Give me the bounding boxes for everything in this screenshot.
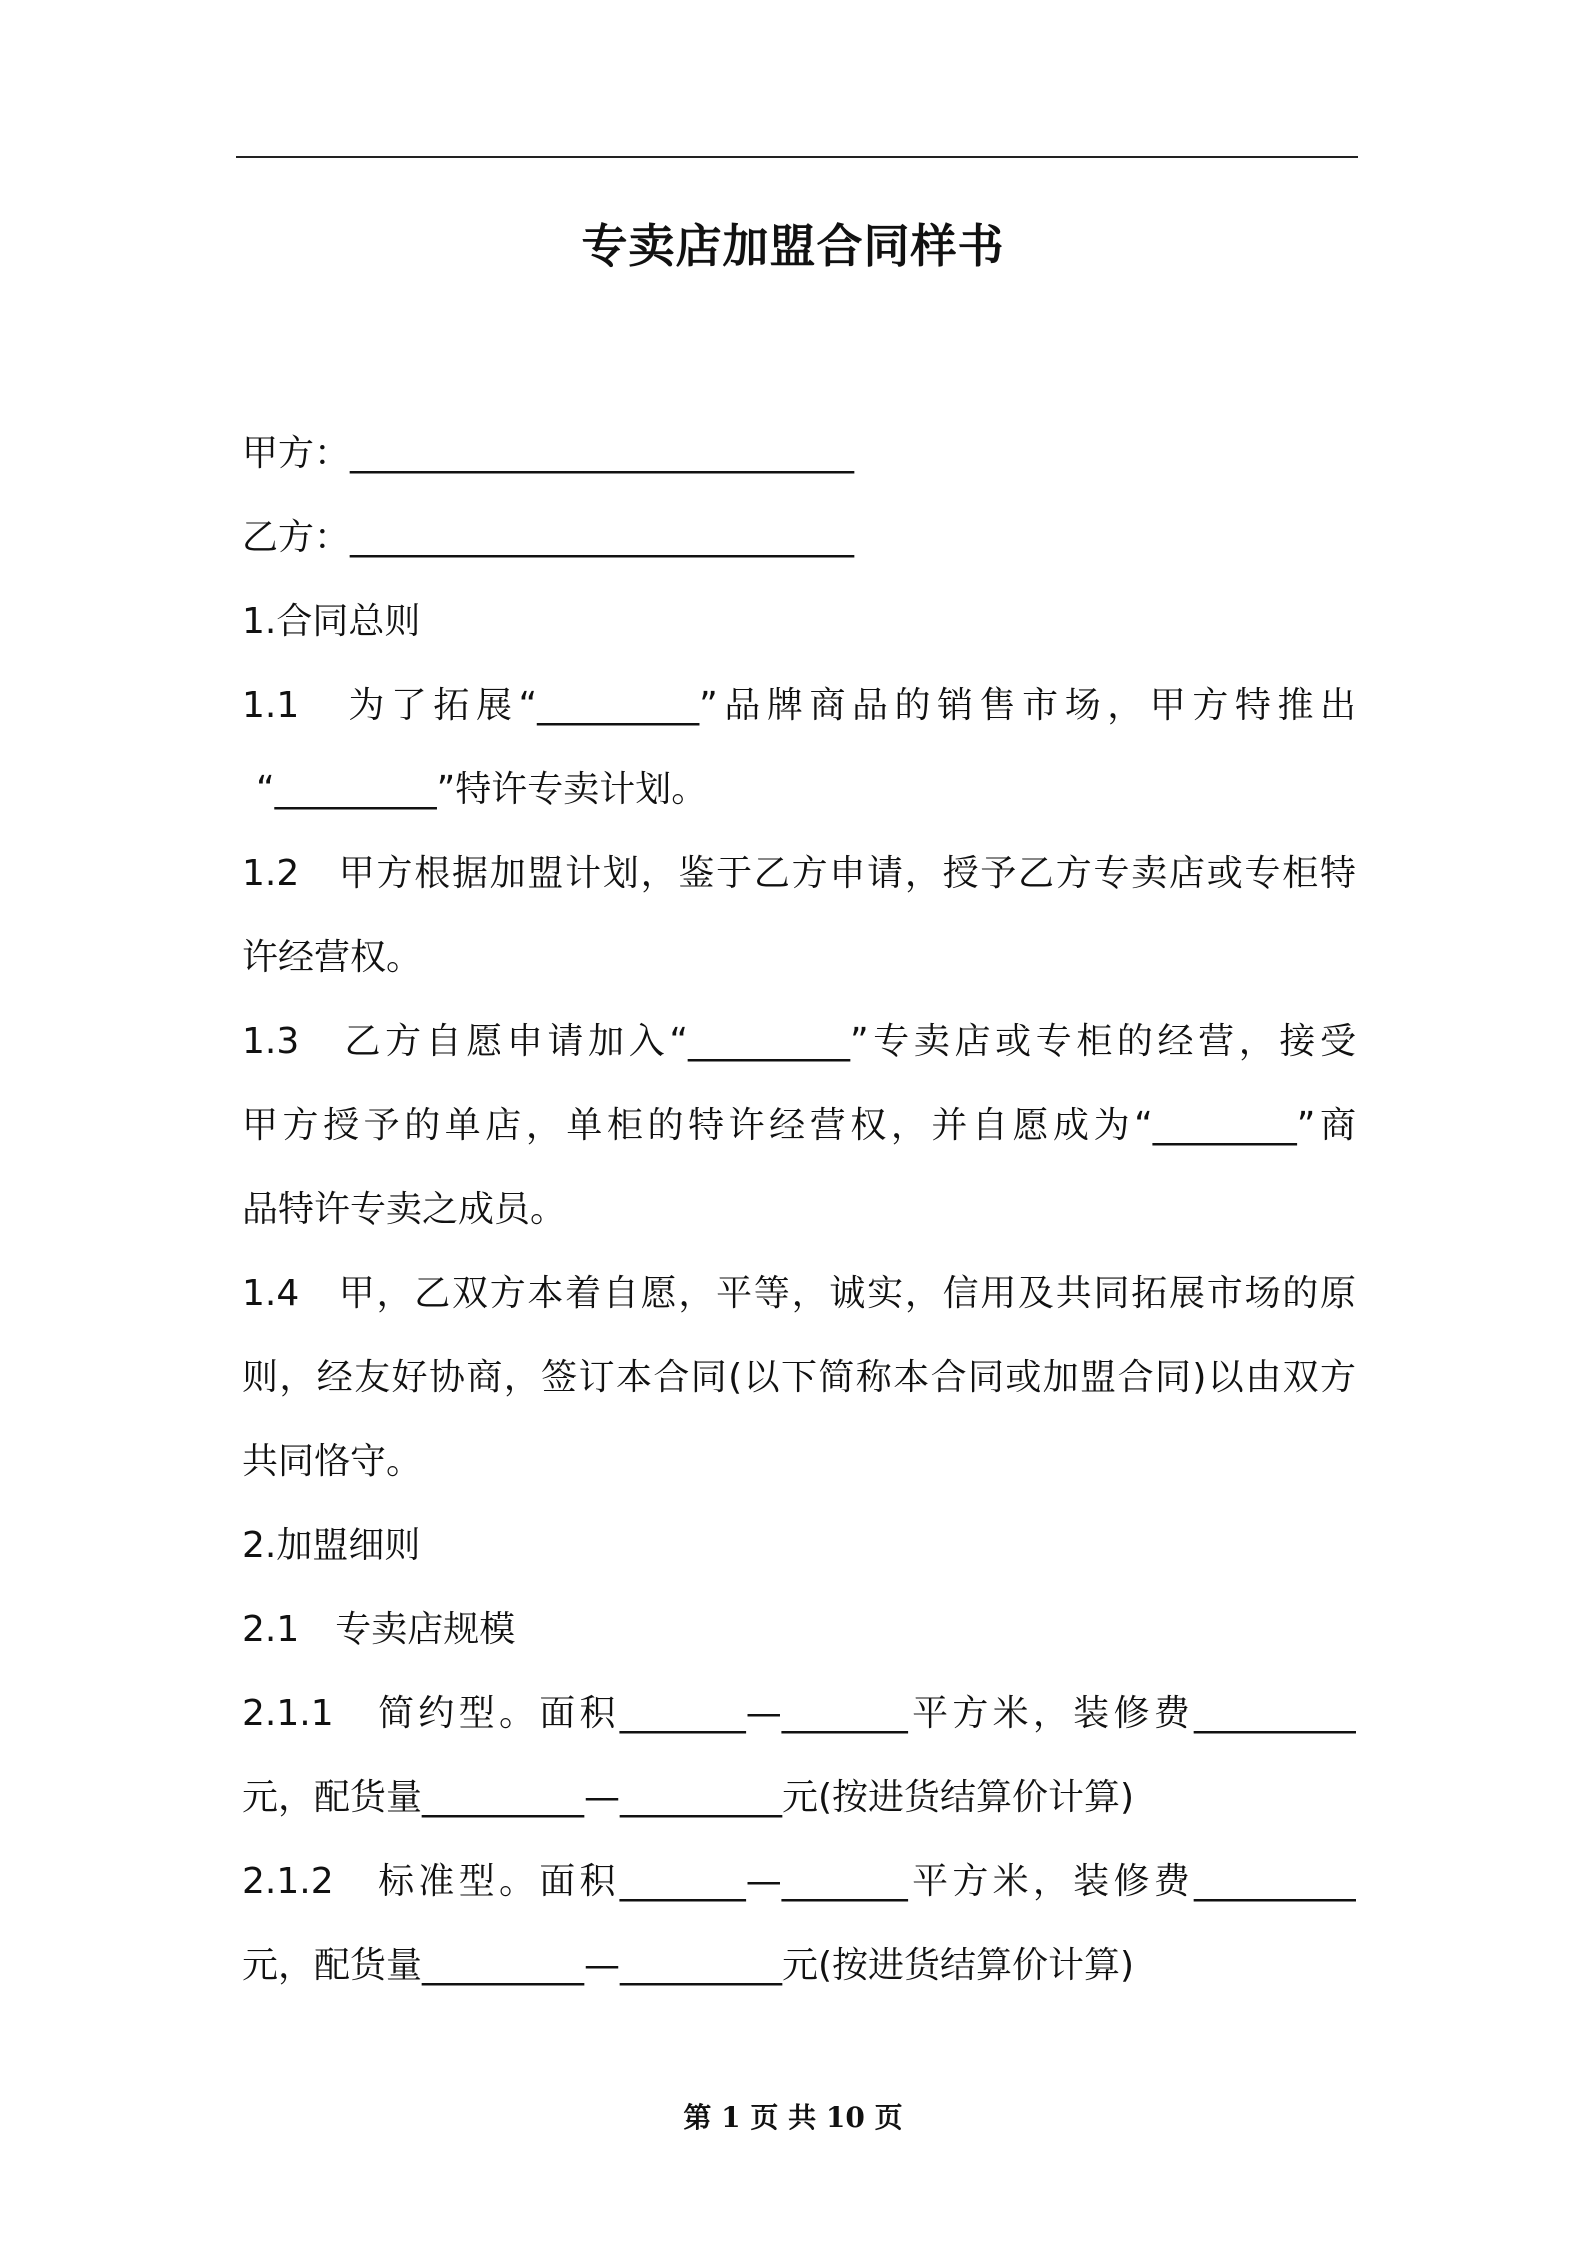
clause-line: 元，配货量_________—_________元(按进货结算价计算) [242, 1945, 1135, 1986]
clause-line: “_________”特许专卖计划。 [256, 769, 708, 810]
header-rule [236, 156, 1358, 158]
clause-line: 1.2 甲方根据加盟计划，鉴于乙方申请，授予乙方专卖店或专柜特 [242, 853, 1356, 894]
clause-line: 1.4 甲，乙双方本着自愿，平等，诚实，信用及共同拓展市场的原 [242, 1273, 1356, 1314]
clause-line: 则，经友好协商，签订本合同(以下简称本合同或加盟合同)以由双方 [242, 1357, 1356, 1398]
clause-line: 元，配货量_________—_________元(按进货结算价计算) [242, 1777, 1135, 1818]
subsection-heading: 2.1 专卖店规模 [242, 1609, 516, 1650]
clause-line: 许经营权。 [242, 937, 423, 978]
page-number-footer: 第 1 页 共 10 页 [683, 2101, 903, 2134]
clause-line: 共同恪守。 [242, 1441, 423, 1482]
document-title: 专卖店加盟合同样书 [581, 219, 1005, 273]
clause-line: 1.1 为了拓展“_________”品牌商品的销售市场，甲方特推出 [242, 685, 1356, 726]
clause-line: 2.1.2 标准型。面积_______—_______平方米，装修费_________ [242, 1861, 1356, 1902]
clause-line: 2.1.1 简约型。面积_______—_______平方米，装修费_________ [242, 1693, 1356, 1734]
clause-line: 甲方授予的单店，单柜的特许经营权，并自愿成为“________”商 [242, 1105, 1356, 1146]
section-heading: 2.加盟细则 [242, 1525, 421, 1566]
section-heading: 1.合同总则 [242, 601, 421, 642]
party-b-line: 乙方：____________________________ [242, 517, 855, 558]
clause-line: 1.3 乙方自愿申请加入“_________”专卖店或专柜的经营，接受 [242, 1021, 1356, 1062]
document-body [242, 412, 1356, 2008]
party-a-line: 甲方：____________________________ [242, 433, 855, 474]
clause-line: 品特许专卖之成员。 [242, 1189, 567, 1230]
